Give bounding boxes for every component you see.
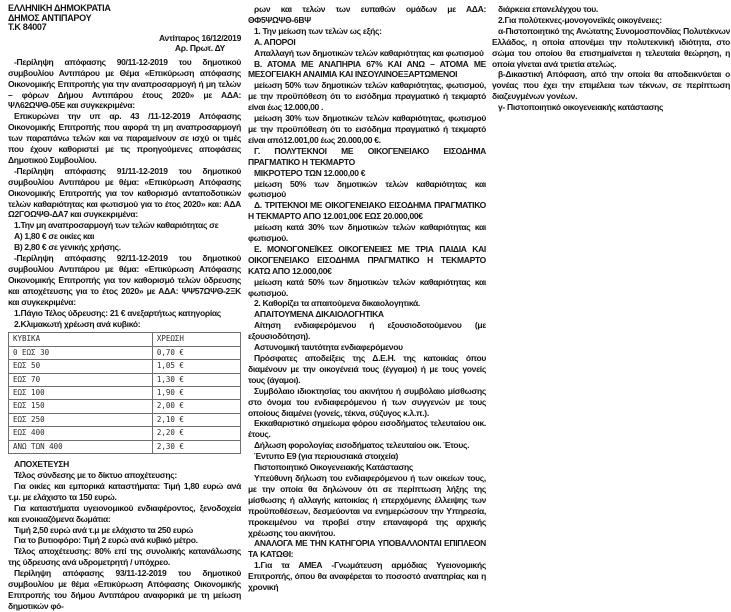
paragraph: Για το βυτιοφόρο: Τιμή 2 ευρώ ανά κυβικό μέτρο. <box>14 535 198 546</box>
cubic-range-cell: ΕΩΣ 400 <box>9 427 153 440</box>
paragraph: μείωση κατά 50% των δημοτικών τελών καθαριότητας και φωτισμού. <box>248 276 486 298</box>
paragraph: Τέλος σύνδεσης με το δίκτυο αποχέτευσης: <box>14 470 177 480</box>
paragraph: 2.Κλιμακωτή χρέωση ανά κυβικό: <box>14 318 141 329</box>
paragraph: Συμβόλαιο ιδιοκτησίας του ακινήτου ή συμβόλαιο μίσθωσης στο όνομα του ενδιαφερόμενου ή των συγγενών με τους οποίους διαμένει (γονείς, τέκνα, σύζυγος κ.λ.π.). <box>248 385 486 418</box>
table-row <box>9 400 241 413</box>
country-name: ΕΛΛΗΝΙΚΗ ΔΗΜΟΚΡΑΤΙΑ <box>8 3 111 13</box>
paragraph: μείωση 50% των δημοτικών τελών καθαριότητας, φωτισμού, με την προϋπόθεση ότι το εισόδημα πραγματικό ή τεκμαρτό είναι έως 12.000,00 . <box>248 80 486 113</box>
column-header-charge: ΧΡΕΩΣΗ <box>152 333 240 346</box>
paragraph: ΑΠΑΙΤΟΥΜΕΝΑ ΔΙΚΑΙΟΛΟΓΗΤΙΚΑ <box>254 309 384 320</box>
paragraph: Για καταστήματα υγειονομικού ενδιαφέροντος, ξενοδοχεία και ενοικιαζόμενα δωμάτια: <box>8 502 241 524</box>
protocol-number: Αρ. Πρωτ. ΔΥ <box>174 42 225 53</box>
table-row <box>9 387 241 400</box>
table-row <box>9 413 241 426</box>
cubic-range-cell: 0 ΕΩΣ 30 <box>9 346 153 359</box>
list-item: Β) 2,80 € σε γενικής χρήσης. <box>14 242 121 253</box>
postal-code: Τ.Κ 84007 <box>8 22 47 33</box>
paragraph: -Περίληψη απόφασης 92/11-12-2019 του δημοτικού συμβουλίου Αντιπάρου με θέμα: «Επικύρωση Απόφασης Οικονομικής Επιτροπής για τον καθορισμό τελών ύδρευσης και αποχέτευσης για το έτος 2020» με ΑΔΑ: ΨΨ57ΩΨΘ-2ΞΚ και συγκεκριμένα: <box>8 253 241 307</box>
paragraph: -Περίληψη απόφασης 90/11-12-2019 του δημοτικού συμβουλίου Αντιπάρου με Θέμα «Επικύρωση απόφασης Οικονομικής Επιτροπής για την αναπροσαρμογή ή μη τελών – φόρων Δήμου Αντιπάρου έτους 2020» με ΑΔΑ: ΨΛ62ΩΨΘ-05Ε και συγκεκριμένα: <box>8 56 241 111</box>
cubic-range-cell: ΕΩΣ 70 <box>9 373 153 386</box>
table-row <box>9 427 241 440</box>
column-header-cubic: ΚΥΒΙΚΑ <box>9 333 153 346</box>
paragraph: Αίτηση ενδιαφερόμενου ή εξουσιοδοτούμενου (με εξουσιοδότηση). <box>248 320 486 342</box>
paragraph: 2. Καθορίζει τα απαιτούμενα δικαιολογητικά. <box>254 298 420 309</box>
paragraph: -Περίληψη απόφασης 91/11-12-2019 του δημοτικού συμβουλίου Αντιπάρου με θέμα: «Επικύρωση Απόφασης Οικονομικής Επιτροπής για τον καθορισμό ανταποδοτικών τελών καθαριότητας και φωτισμού για το έτος 2020» και: ΑΔΑ Ω2ΓΟΩΨΘ-ΔΑ7 και συγκεκριμένα: <box>8 165 241 220</box>
paragraph: Γ. ΠΟΛΥΤΕΚΝΟΙ ΜΕ ΟΙΚΟΓΕΝΕΙΑΚΟ ΕΙΣΟΔΗΜΑ ΠΡΑΓΜΑΤΙΚΟ Η ΤΕΚΜΑΡΤΟ <box>248 145 486 167</box>
paragraph: Δ. ΤΡΙΤΕΚΝΟΙ ΜΕ ΟΙΚΟΓΕΝΕΙΑΚΟ ΕΙΣΟΔΗΜΑ ΠΡΑΓΜΑΤΙΚΟ Η ΤΕΚΜΑΡΤΟ ΑΠΟ 12.001,00€ ΕΩΣ 20.000,00€ <box>248 200 486 222</box>
paragraph: Έντυπο Ε9 (για περιουσιακά στοιχεία) <box>254 451 399 462</box>
paragraph: Επικυρώνει την υπ αρ. 43 /11-12-2019 Απόφασης Οικονομικής Επιτροπής που αφορά τη μη αναπροσαρμογή των παραπάνω τελών και να παραμείνουν σε ισχύ οι τιμές που έχουν καθοριστεί με τις προηγούμενες αποφάσεις Δημοτικού Συμβουλίου. <box>8 111 241 165</box>
charge-cell: 0,70 € <box>152 346 240 359</box>
paragraph: 1.Πάγιο Τέλος ύδρευσης: 21 € ανεξαρτήτως κατηγορίας <box>14 307 221 318</box>
paragraph: μείωση 50% των δημοτικών τελών καθαριότητας και φωτισμού <box>248 178 486 200</box>
paragraph: Πιστοποιητικό Οικογενειακής Κατάστασης <box>254 462 414 473</box>
paragraph: ΜΙΚΡΟΤΕΡΟ ΤΩΝ 12.000,00 € <box>254 167 366 178</box>
column-1 <box>8 4 241 612</box>
cubic-range-cell: ΕΩΣ 150 <box>9 400 153 413</box>
paragraph: μείωση 30% των δημοτικών τελών καθαριότητας, φωτισμού με την προϋπόθεση ότι το εισόδημα πραγματικό ή τεκμαρτό είναι από12.001,00 έως 20.000,00 €. <box>248 113 486 145</box>
paragraph: 2.Για πολύτεκνες-μονογονεϊκές οικογένειες: <box>498 14 662 25</box>
charge-cell: 2,20 € <box>152 427 240 440</box>
paragraph: μείωση κατά 30% των δημοτικών τελών καθαριότητας και φωτισμού. <box>248 222 486 244</box>
table-row <box>9 360 241 373</box>
letterhead <box>8 4 241 33</box>
column-2 <box>248 4 486 593</box>
paragraph: Β. ΑΤΟΜΑ ΜΕ ΑΝΑΠΗΡΙΑ 67% ΚΑΙ ΑΝΩ – ΑΤΟΜΑ ΜΕ ΜΕΣΟΓΕΙΑΚΗ ΑΝΑΙΜΙΑ ΚΑΙ ΙΝΣΟΥΛΙΝΟΕΞΑΡΤΩΜΕΝΟΙ <box>248 58 486 80</box>
table-row <box>9 440 241 453</box>
cubic-range-cell: ΕΩΣ 250 <box>9 413 153 426</box>
paragraph: 1. Την μείωση των τελών ως εξής: <box>254 25 382 36</box>
paragraph: Δήλωση φορολογίας εισοδήματος τελευταίου οικ. Έτους. <box>254 440 470 451</box>
paragraph: 1.Την μη αναπροσαρμογή των τελών καθαριότητας σε <box>14 220 219 231</box>
section-heading-sewer: ΑΠΟΧΕΤΕΥΣΗ <box>14 459 69 470</box>
cubic-range-cell: ΕΩΣ 50 <box>9 360 153 373</box>
table-header-row <box>9 333 241 346</box>
column-3 <box>492 4 730 113</box>
charge-cell: 1,30 € <box>152 373 240 386</box>
paragraph: Τιμή 2,50 ευρώ ανά τ.μ με ελάχιστο τα 250 ευρώ <box>14 524 194 535</box>
place-date: Αντίπαρος 16/12/2019 <box>159 32 241 43</box>
paragraph: γ- Πιστοποιητικό οικογενειακής κατάστασης <box>498 102 664 113</box>
paragraph: Εκκαθαριστικό σημείωμα φόρου εισοδήματος τελευταίου οικ. έτους. <box>248 418 486 440</box>
paragraph: ρων και τελών των ευπαθών ομάδων με ΑΔΑ: ΘΦ5ΨΩΨΘ-6ΒΨ <box>248 4 486 25</box>
cubic-range-cell: ΑΝΩ ΤΩΝ 400 <box>9 440 153 453</box>
paragraph: Απαλλαγή των δημοτικών τελών καθαριότητας και φωτισμού <box>254 47 484 58</box>
cubic-range-cell: ΕΩΣ 100 <box>9 387 153 400</box>
paragraph: Περίληψη απόφασης 93/11-12-2019 του δημοτικού συμβουλίου με θέμα «Επικύρωση Απόφασης Οικονομικής Επιτροπής του δήμου Αντιπάρου αναφορικά με τη μείωση δημοτικών φό- <box>8 568 241 611</box>
municipality-name: ΔΗΜΟΣ ΑΝΤΙΠΑΡΟΥ <box>8 12 92 23</box>
paragraph: β-Δικαστική Απόφαση, από την οποία θα αποδεικνύεται ο γονέας που έχει την επιμέλεια των τέκνων, σε περίπτωση διαζευγμένων γονέων. <box>492 69 730 102</box>
charge-cell: 2,00 € <box>152 400 240 413</box>
charge-cell: 1,05 € <box>152 360 240 373</box>
table-row <box>9 346 241 359</box>
paragraph: Ε. ΜΟΝΟΓΟΝΕΪΚΕΣ ΟΙΚΟΓΕΝΕΙΕΣ ΜΕ ΤΡΙΑ ΠΑΙΔΙΑ ΚΑΙ ΟΙΚΟΓΕΝΕΙΑΚΟ ΕΙΣΟΔΗΜΑ ΠΡΑΓΜΑΤΙΚΟ Η ΤΕΚΜΑΡΤΟ ΚΑΤΩ ΑΠΟ 12.000,00€ <box>248 243 486 276</box>
paragraph: Για οικίες και εμπορικά καταστήματα: Τιμή 1,80 ευρώ ανά τ.μ. με ελάχιστο τα 150 ευρώ. <box>8 480 241 502</box>
table-row <box>9 373 241 386</box>
paragraph: α-Πιστοποιητικό της Ανώτατης Συνομοσπονδίας Πολυτέκνων Ελλάδος, η οποία απονέμει την πολυτεκνική ιδιότητα, στο σώμα του οποίου θα επισημαίνεται η τελευταία θεώρηση, η οποία γίνεται ανά τριετία ατελώς. <box>492 25 730 69</box>
paragraph: ΑΝΑΛΟΓΑ ΜΕ ΤΗΝ ΚΑΤΗΓΟΡΙΑ ΥΠΟΒΑΛΛΟΝΤΑΙ ΕΠΙΠΛΕΟΝ ΤΑ ΚΑΤΩΘΙ: <box>248 538 486 560</box>
date-block <box>8 33 241 53</box>
list-item: Α) 1,80 € σε οικίες και <box>14 231 95 242</box>
paragraph: διάρκεια επανελέγχου του. <box>498 4 598 14</box>
paragraph: Υπεύθυνη δήλωση του ενδιαφερόμενου ή των οικείων τους, με την οποία θα δηλώνουν ότι σε περίπτωση λήξης της μίσθωσης ή αλλαγής κατοικίας ή επερχόμενης έλλειψης των προϋποθέσεων, δεσμεύονται να ενημερώσουν την Υπηρεσία, προκειμένου να προβεί στην επαναφορά της αρχικής χρέωσης του ακινήτου. <box>248 472 486 538</box>
paragraph: Α. ΑΠΟΡΟΙ <box>254 36 296 47</box>
paragraph: Πρόσφατες αποδείξεις της Δ.Ε.Η. της κατοικίας όπου διαμένουν με την οικογένειά τους (έγγαμοι) ή με τους γονείς τους (άγαμοι). <box>248 353 486 385</box>
water-charges-table <box>8 332 241 454</box>
charge-cell: 2,10 € <box>152 413 240 426</box>
paragraph: 1.Για τα ΑΜΕΑ -Γνωμάτευση αρμόδιας Υγειονομικής Επιτροπής, όπου θα αναφέρεται το ποσοστό αναπηρίας και η χρονική <box>248 560 486 593</box>
charge-cell: 2,30 € <box>152 440 240 453</box>
paragraph: Τέλος αποχέτευσης: 80% επί της συνολικής κατανάλωσης της ύδρευσης ανά υδρομετρητή / υπόχρεο. <box>8 546 241 568</box>
charge-cell: 1,90 € <box>152 387 240 400</box>
paragraph: Αστυνομική ταυτότητα ενδιαφερόμενου <box>254 342 403 353</box>
